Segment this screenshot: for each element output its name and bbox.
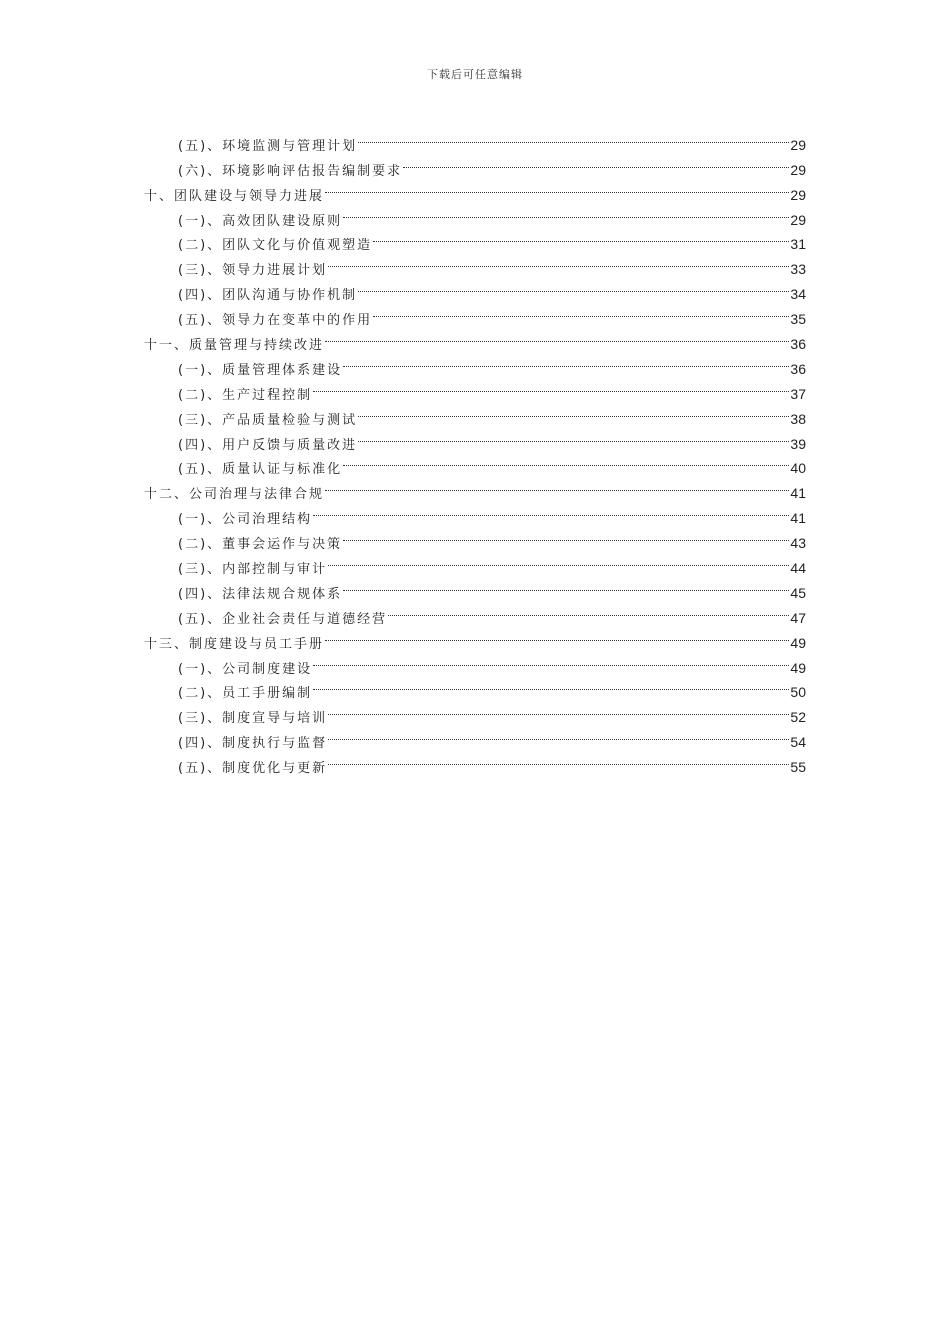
toc-dot-leader: [313, 648, 789, 673]
toc-page-number: 41: [790, 485, 806, 502]
toc-entry-title: (四)、用户反馈与质量改进: [178, 437, 358, 453]
toc-entry-title: 十二、公司治理与法律合规: [144, 487, 325, 503]
toc-dot-leader: [325, 623, 789, 648]
toc-entry-title: (三)、产品质量检验与测试: [178, 412, 358, 428]
toc-entry-title: 十、团队建设与领导力进展: [144, 188, 325, 204]
toc-dot-leader: [358, 399, 789, 424]
toc-dot-leader: [328, 747, 789, 772]
toc-entry-title: (三)、制度宣导与培训: [178, 711, 328, 727]
toc-dot-leader: [358, 125, 789, 150]
toc-entry-title: (一)、质量管理体系建设: [178, 362, 343, 378]
toc-page-number: 29: [790, 186, 806, 203]
toc-page-number: 34: [790, 286, 806, 303]
toc-dot-leader: [325, 175, 789, 200]
toc-page-number: 31: [790, 236, 806, 253]
toc-entry-title: (四)、制度执行与监督: [178, 736, 328, 752]
toc-page-number: 49: [790, 659, 806, 676]
toc-dot-leader: [325, 324, 789, 349]
toc-entry-title: (六)、环境影响评估报告编制要求: [178, 163, 403, 179]
toc-entry-title: (三)、内部控制与审计: [178, 562, 328, 578]
toc-entry-title: 十三、制度建设与员工手册: [144, 636, 325, 652]
toc-entry-title: (二)、董事会运作与决策: [178, 537, 343, 553]
toc-page-number: 47: [790, 609, 806, 626]
toc-entry-title: (五)、质量认证与标准化: [178, 462, 343, 478]
toc-entry-title: (四)、团队沟通与协作机制: [178, 288, 358, 304]
toc-dot-leader: [373, 225, 789, 250]
table-of-contents: [144, 125, 806, 777]
toc-page-number: 49: [790, 634, 806, 651]
toc-page-number: 29: [790, 136, 806, 153]
toc-dot-leader: [325, 473, 789, 498]
toc-page-number: 36: [790, 360, 806, 377]
toc-entry-title: (二)、团队文化与价值观塑造: [178, 238, 373, 254]
toc-page-number: 52: [790, 709, 806, 726]
toc-page-number: 40: [790, 460, 806, 477]
toc-page-number: 45: [790, 584, 806, 601]
toc-dot-leader: [343, 349, 789, 374]
toc-entry-title: (五)、制度优化与更新: [178, 761, 328, 777]
toc-dot-leader: [343, 449, 789, 474]
toc-page-number: 29: [790, 211, 806, 228]
toc-entry-title: (一)、公司制度建设: [178, 661, 313, 677]
toc-entry-title: 十一、质量管理与持续改进: [144, 338, 325, 354]
toc-entry-title: (五)、领导力在变革中的作用: [178, 313, 373, 329]
toc-page-number: 36: [790, 336, 806, 353]
toc-dot-leader: [358, 274, 789, 299]
toc-page-number: 39: [790, 435, 806, 452]
toc-page-number: 37: [790, 385, 806, 402]
toc-page-number: 43: [790, 535, 806, 552]
toc-dot-leader: [313, 498, 789, 523]
toc-page-number: 55: [790, 759, 806, 776]
toc-entry-title: (四)、法律法规合规体系: [178, 586, 343, 602]
toc-entry-title: (五)、企业社会责任与道德经营: [178, 611, 388, 627]
toc-section-entry[interactable]: [144, 125, 806, 154]
toc-dot-leader: [343, 573, 789, 598]
page-header: 下载后可任意编辑: [427, 68, 523, 81]
toc-dot-leader: [358, 424, 789, 449]
toc-page-number: 41: [790, 510, 806, 527]
toc-entry-title: (三)、领导力进展计划: [178, 263, 328, 279]
toc-dot-leader: [328, 249, 789, 274]
toc-page-number: 35: [790, 311, 806, 328]
toc-dot-leader: [343, 523, 789, 548]
toc-dot-leader: [328, 722, 789, 747]
toc-dot-leader: [373, 299, 789, 324]
toc-page-number: 33: [790, 261, 806, 278]
toc-page-number: 38: [790, 410, 806, 427]
toc-entry-title: (五)、环境监测与管理计划: [178, 138, 358, 154]
toc-page-number: 50: [790, 684, 806, 701]
toc-page-number: 54: [790, 734, 806, 751]
toc-dot-leader: [388, 598, 789, 623]
toc-dot-leader: [403, 150, 789, 175]
toc-entry-title: (一)、高效团队建设原则: [178, 213, 343, 229]
toc-dot-leader: [313, 673, 789, 698]
toc-dot-leader: [328, 548, 789, 573]
toc-entry-title: (二)、生产过程控制: [178, 387, 313, 403]
toc-entry-title: (二)、员工手册编制: [178, 686, 313, 702]
toc-entry-title: (一)、公司治理结构: [178, 512, 313, 528]
toc-dot-leader: [313, 374, 789, 399]
toc-dot-leader: [343, 200, 789, 225]
toc-page-number: 29: [790, 161, 806, 178]
toc-dot-leader: [328, 697, 789, 722]
toc-page-number: 44: [790, 560, 806, 577]
